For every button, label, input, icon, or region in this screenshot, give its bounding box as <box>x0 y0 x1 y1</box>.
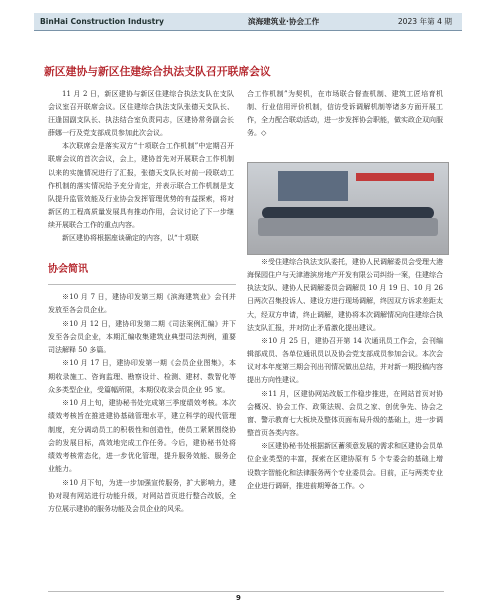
brief-item: ※10 月 17 日，建协印发第一期《会员企业图集》，本期收录施工、咨询监理、勘察设计、检测、建材、数智化等众多类型企业，受篇幅所限，本期仅收录会员企业 95 家。 <box>48 359 236 394</box>
article-title: 新区建协与新区住建综合执法支队召开联席会议 <box>44 65 271 78</box>
photo-table <box>258 218 438 236</box>
brief-item: ※10 月 7 日，建协印发第三期《滨海建筑业》会刊并发放至各会员企业。 <box>48 293 236 315</box>
brief-item: ※10 月上旬，建协秘书处完成第三季度绩效考核。本次绩效考核旨在推进建协基础管理水平，建立科学的现代管理制度，充分调动员工的积极性和创造性，使员工紧紧围绕协会的发展目标，高效地完成工作任务。今后，建协秘书处将绩效考核常态化，进一步优化管理，提升服务效能、服务企业能力。 <box>48 399 236 474</box>
running-header <box>34 13 462 31</box>
brief-item: ※区建协秘书处根据新区蓄须意发展的需求和区建协会员单位企业类型的丰富，探索在区建协原有 5 个专委会的基础上增设数字智能化和法律服务两个专业委员会。目前，正与两类专业企业进行调研，推进前期筹备工作。◇ <box>247 442 443 490</box>
brief-item: ※10 月下旬，为进一步加强宣传服务，扩大影响力，建协对现有网站进行功能升级，对网站首页进行整合改版，全方位展示建协的服务功能及会员企业的风采。 <box>48 478 236 513</box>
brief-item: ※10 月 12 日，建协印发第二期《司法案例汇编》并下发至各会员企业，本期汇编收集建筑业典型司法判例，重要司法解释 50 多篇。 <box>48 319 236 354</box>
page-number: 9 <box>236 594 241 602</box>
footer-divider <box>48 591 444 592</box>
section-name: 滨海建筑业·协会工作 <box>248 17 320 26</box>
article-paragraph: 合工作机制”为契机，在市场联合督查机制、建筑工匠培育机制、行业信用评价机制，信访受诉调解机制等诸多方面开展工作，全力配合联动活动，进一步发挥协会职能，做实政企双向服务。◇ <box>247 90 443 138</box>
section-divider <box>48 284 236 285</box>
photo-screen <box>278 171 348 201</box>
publication-name: BinHai Construction Industry <box>40 17 164 26</box>
article-paragraph: 11 月 2 日，新区建协与新区住建综合执法支队在支队会议室召开联席会议。区住建综合执法支队张德天支队长、汪逢国副支队长、执法结合室负责同志，区建协常务副会长薛娜一行及党支部成员参加此次会议。 <box>48 90 234 138</box>
meeting-photo <box>247 162 449 255</box>
brief-item: ※受住建综合执法支队委托，建协人民调解委员会受理大港海保园住户与天津港滨房地产开发有限公司纠纷一案，住建综合执法支队、建协人民调解委员会调解员 10 月 19 日、10 月 26 日两次召集投诉人、建设方进行现场调解，终因双方诉求差距太大，经双方申请，终止调解，建协将本次调解情况向住建综合执法支队汇报，并对防止矛盾激化提出建议。 <box>247 258 443 332</box>
article-body-right <box>247 88 443 140</box>
brief-list-left <box>48 291 236 516</box>
brief-list-right <box>247 256 443 493</box>
brief-item: ※10 月 25 日，建协召开第 14 次通讯员工作会，会刊编辑部成员、各单位通讯员以及协会党支部成员参加会议。本次会议对本年度第三期会刊出刊情况做出总结，并对新一期投稿内容提出方向性建议。 <box>247 336 443 385</box>
brief-title: 协会简讯 <box>48 264 88 275</box>
article-body-left <box>48 88 234 245</box>
issue-number: 2023 年第 4 期 <box>397 17 452 26</box>
photo-banner <box>356 173 434 181</box>
article-paragraph: 本次联席会是落实双方“十项联合工作机制”中定期召开联席会议的首次会议，会上，建协首先对开展联合工作机制以来的实施情况进行了汇报，张德天支队长对前一段联动工作机制的落实情况给予充分肯定，并表示联合工作机制是支队提升监管效能及行业协会发挥管理优势的有益探索，将对新区的工程高质量发展具有推动作用，会议讨论了下一步继续开展联合工作的重点内容。 <box>48 142 234 229</box>
article-paragraph: 新区建协将根据座谈确定的内容，以“十项联 <box>62 234 199 243</box>
brief-item: ※11 月，区建协网站改版工作稳步推进，在网站首页对协会概况、协会工作、政策法规、会员之家、创优争先、协会之窗、警示教育七大板块及整体页面布局升级的基础上，进一步调整首页各类内容。 <box>247 389 443 438</box>
